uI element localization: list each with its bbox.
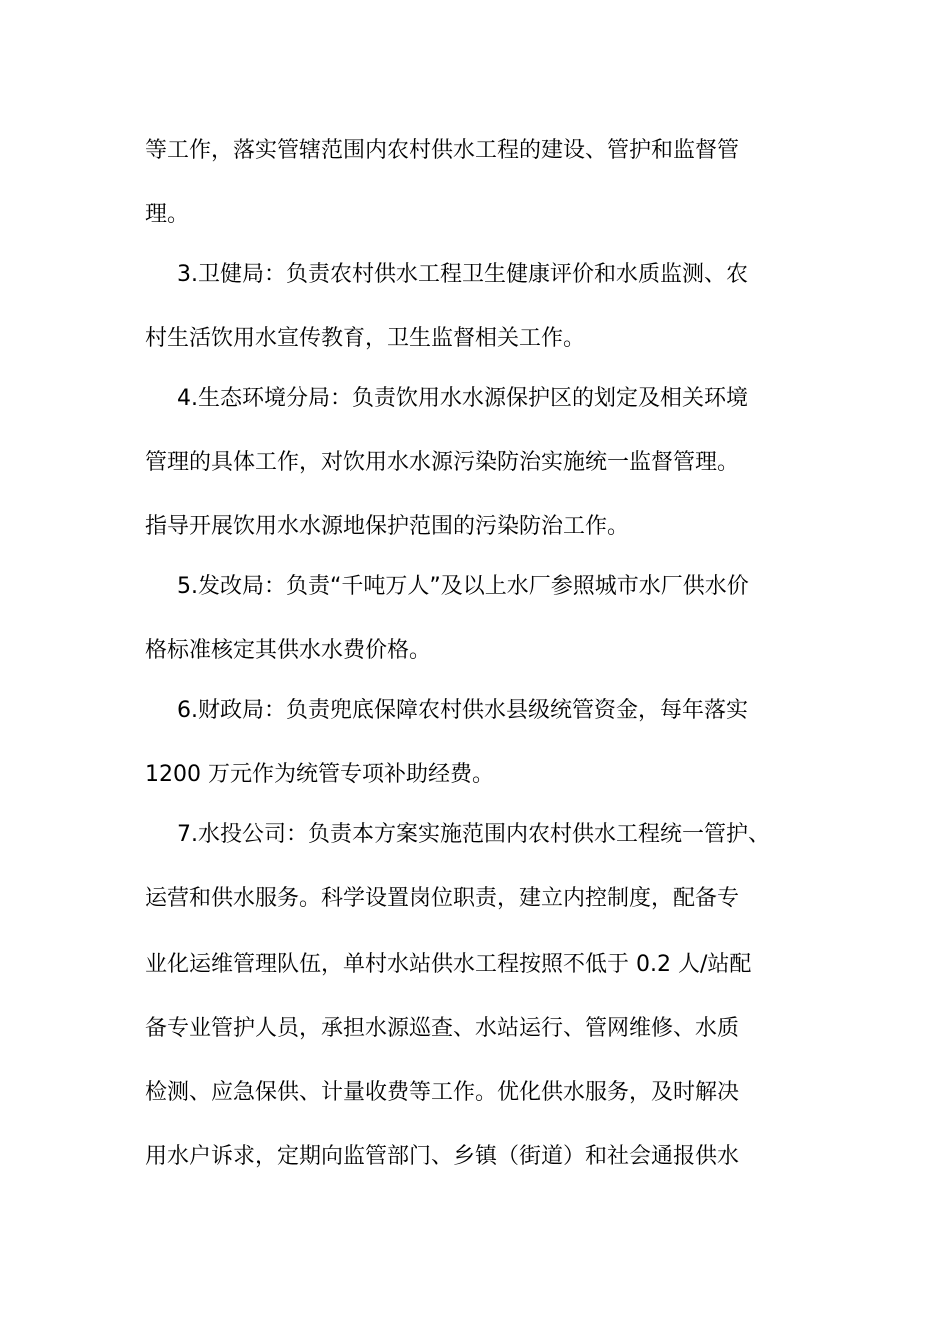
text-line: 检测、应急保供、计量收费等工作。优化供水服务，及时解决 [145, 1080, 740, 1105]
item-6-line: 6.财政局：负责兜底保障农村供水县级统管资金，每年落实 [177, 698, 748, 723]
text-line: 运营和供水服务。科学设置岗位职责，建立内控制度，配备专 [145, 886, 740, 911]
item-3-line: 3.卫健局：负责农村供水工程卫生健康评价和水质监测、农 [177, 262, 748, 287]
item-4-line: 4.生态环境分局：负责饮用水水源保护区的划定及相关环境 [177, 386, 748, 411]
text-line: 1200 万元作为统管专项补助经费。 [145, 762, 494, 787]
text-line: 管理的具体工作，对饮用水水源污染防治实施统一监督管理。 [145, 450, 740, 475]
text-line: 业化运维管理队伍，单村水站供水工程按照不低于 0.2 人/站配 [145, 952, 752, 977]
text-line: 格标准核定其供水水费价格。 [145, 638, 432, 663]
text-line: 备专业管护人员，承担水源巡查、水站运行、管网维修、水质 [145, 1016, 740, 1041]
text-line: 理。 [145, 202, 190, 227]
text-line: 指导开展饮用水水源地保护范围的污染防治工作。 [145, 514, 630, 539]
text-line: 用水户诉求，定期向监管部门、乡镇（街道）和社会通报供水 [145, 1144, 740, 1169]
text-line: 等工作，落实管辖范围内农村供水工程的建设、管护和监督管 [145, 138, 740, 163]
text-line: 村生活饮用水宣传教育，卫生监督相关工作。 [145, 326, 586, 351]
item-5-line: 5.发改局：负责“千吨万人”及以上水厂参照城市水厂供水价 [177, 574, 749, 599]
item-7-line: 7.水投公司：负责本方案实施范围内农村供水工程统一管护、 [177, 822, 770, 847]
